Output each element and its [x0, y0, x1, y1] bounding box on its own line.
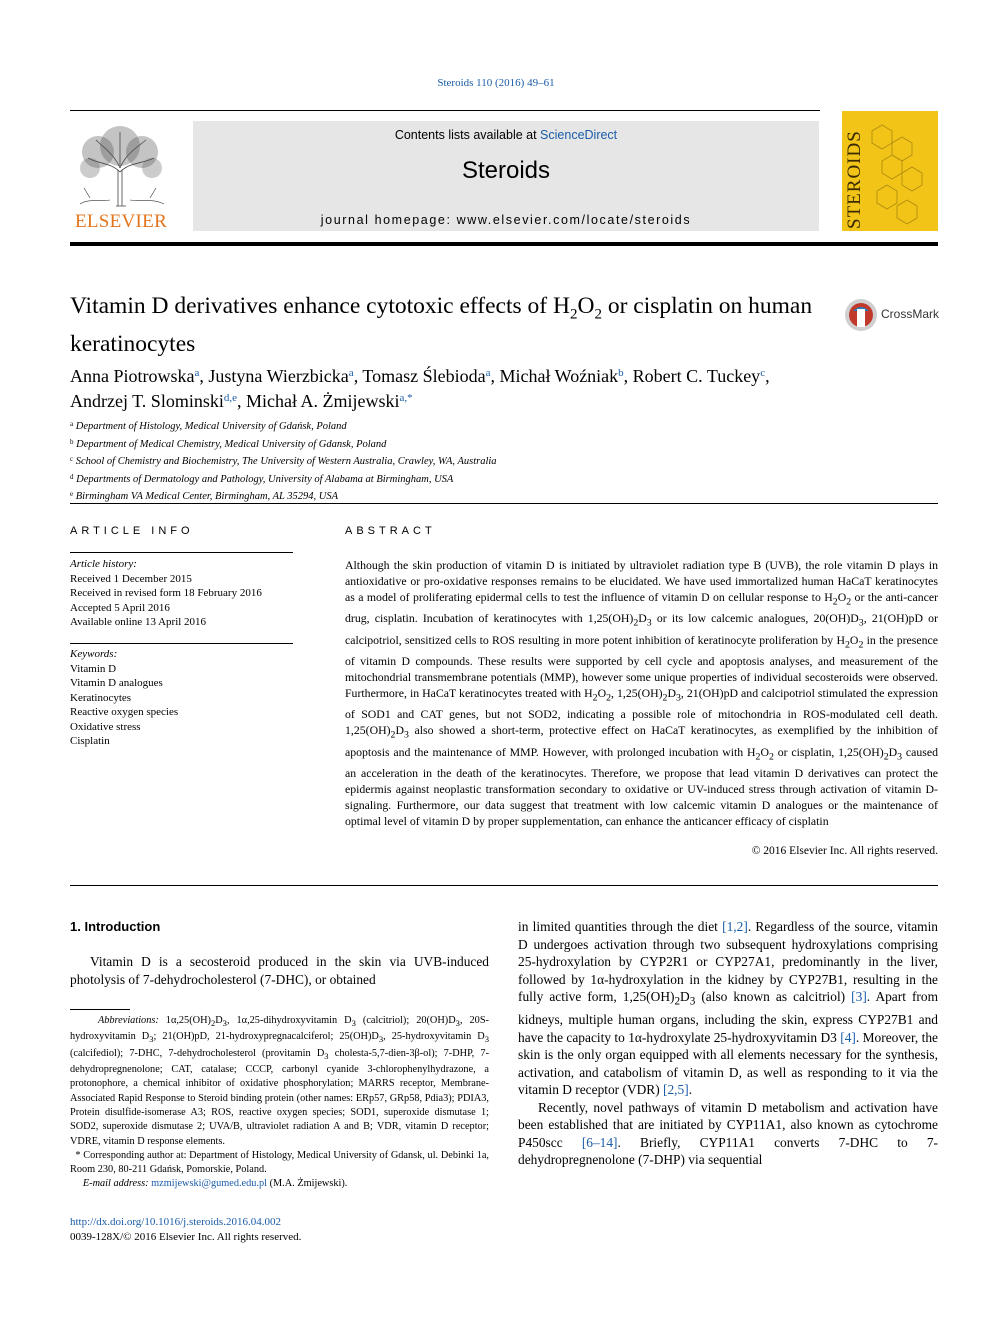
author-name[interactable]: Michał A. Żmijewski	[245, 391, 400, 411]
homepage-prefix: journal homepage:	[320, 213, 457, 227]
corresponding-author-footnote: * Corresponding author at: Department of Histology, Medical University of Gdansk, ul. Debinki 1a, Room 230, 80-211 Gdańsk, Pomorskie, Poland.	[70, 1149, 489, 1176]
author-name[interactable]: Tomasz Ślebioda	[362, 366, 486, 386]
keyword-item: Reactive oxygen species	[70, 706, 179, 718]
author-affil-sup[interactable]: c	[760, 367, 766, 379]
affiliation-item: $^d$ Departments of Dermatology and Pathology, University of Alabama at Birmingham, USA	[70, 472, 454, 485]
introduction-heading: 1. Introduction	[70, 919, 161, 934]
masthead-top-rule	[70, 110, 820, 111]
affiliation-item: $^b$ Department of Medical Chemistry, Medical University of Gdansk, Poland	[70, 437, 387, 450]
doi-link[interactable]: http://dx.doi.org/10.1016/j.steroids.2016.04.002	[70, 1216, 281, 1228]
abstract-divider	[70, 885, 938, 886]
keyword-item: Oxidative stress	[70, 720, 141, 733]
article-history	[70, 557, 294, 630]
author-affil-sup[interactable]: a	[485, 367, 491, 379]
affiliation-item: $^c$ School of Chemistry and Biochemistry, The University of Western Australia, Crawley, WA, Australia	[70, 455, 497, 467]
reference-link[interactable]: [1,2]	[722, 919, 748, 934]
history-item: Received 1 December 2015	[70, 572, 192, 585]
author-name[interactable]: Robert C. Tuckey	[632, 366, 761, 386]
affiliation-item: $^a$ Department of Histology, Medical University of Gdańsk, Poland	[70, 420, 347, 432]
author-affil-sup[interactable]: b	[618, 367, 624, 379]
journal-homepage-line	[193, 213, 819, 227]
author-affil-sup[interactable]: a,*	[399, 392, 413, 404]
footnotes	[70, 1014, 489, 1192]
copyright-notice: © 2016 Elsevier Inc. All rights reserved.	[751, 845, 938, 857]
keywords-rule	[70, 643, 293, 644]
author-name[interactable]: Michał Woźniak	[499, 366, 619, 386]
masthead-bottom-rule	[70, 242, 938, 246]
history-item: Received in revised form 18 February 2016	[70, 587, 262, 599]
author-affil-sup[interactable]: a	[194, 367, 200, 379]
journal-title: Steroids	[461, 157, 551, 184]
keyword-item: Cisplatin	[70, 735, 110, 747]
article-info-rule	[70, 552, 293, 553]
keywords-label: Keywords:	[70, 648, 118, 660]
author-name[interactable]: Anna Piotrowska	[70, 366, 195, 386]
journal-cover-image[interactable]	[842, 111, 938, 231]
cover-title: STEROIDS	[844, 130, 865, 229]
keyword-item: Vitamin D	[70, 662, 117, 675]
abbreviations-footnote: Abbreviations: $1\alpha,25(OH)_2D_3$, 1α,25-dihydroxyvitamin $D_3$ (calcitriol); $20(OH)D_3$, 20S-hydroxyvitamin $D_3$; 21(OH)pD, 21-hydroxypregnacalciferol; $25(OH)D_3$, 25-hydroxyvitamin $D_3$ (calcifediol); 7-DHC, 7-dehydrocholesterol (provitamin $D_3$ cholesta-5,7-dien-3β-ol); 7-DHP, 7-dehydropregnenolone; CAT, catalase; CCCP, carbonyl cyanide 3-chlorophenylhydrazone, a protonophore, a chemical inhibitor of oxidative phosphorylation; MARRS receptor, Membrane-Associated Rapid Response to Steroid binding protein (other names: ERp57, GRp58, Pdia3); PDIA3, Protein disulfide-isomerase A3; ROS, reactive oxygen species; SOD1, superoxide dismutase 1; SOD2, superoxide dismutase 2; UVA/B, ultraviolet radiation A and B; VDR, vitamin D receptor; VDRE, vitamin D response elements.	[70, 1015, 489, 1147]
sciencedirect-link[interactable]: ScienceDirect	[540, 128, 618, 142]
author-list: Anna Piotrowska$^a$, Justyna Wierzbicka$^a$, Tomasz Ślebioda$^a$, Michał Woźniak$^b$, Robert C. Tuckey$^c$, Andrzej T. Slominski$^{d,e}$, Michał A. Żmijewski$^{a,*}$	[70, 366, 770, 411]
reference-link[interactable]: [2,5]	[663, 1082, 689, 1098]
author-affil-sup[interactable]: d,e	[223, 392, 237, 404]
elsevier-wordmark: ELSEVIER	[74, 211, 168, 232]
footnote-rule	[70, 1009, 130, 1010]
article-title: Vitamin D derivatives enhance cytotoxic effects of $H_2O_2$ or cisplatin on human keratinocytes	[70, 293, 813, 357]
crossmark-label: CrossMark	[881, 307, 940, 321]
journal-citation-link[interactable]: Steroids 110 (2016) 49–61	[437, 77, 555, 89]
abstract-body: Although the skin production of vitamin D is initiated by ultraviolet radiation type B (UVB), the role vitamin D plays in antioxidative or pro-oxidative responses remains to be elucidated. We have used immortalized human HaCaT keratinocytes as a model of proliferating epidermal cells to test the influence of vitamin D on cellular response to $H_2O_2$ or the anti-cancer drug, cisplatin. Incubation of keratinocytes with $1,25(OH)_2D_3$ or its low calcemic analogues, $20(OH)D_3$, 21(OH)pD or calcipotriol, sensitized cells to ROS resulting in more potent inhibition of keratinocyte proliferation by $H_2O_2$ in the presence of vitamin D compounds. These results were supported by cell cycle and apoptosis analyses, and measurement of the mitochondrial transmembrane potentials (MMP), however some unique properties of individual secosteroids were observed. Furthermore, in HaCaT keratinocytes treated with $H_2O_2$, $1,25(OH)_2D_3$, 21(OH)pD and calcipotriol stimulated the expression of SOD1 and CAT genes, but not SOD2, indicating a possible role of mitochondria in ROS-modulated cell death. $1,25(OH)_2D_3$ also showed a short-term, protective effect on HaCaT keratinocytes, as exemplified by the inhibition of apoptosis and the maintenance of MMP. However, with prolonged incubation with $H_2O_2$ or cisplatin, $1,25(OH)_2D_3$ caused an acceleration in the death of the keratinocytes. Therefore, we propose that lead vitamin D derivatives can protect the epidermis against neoplastic transformation secondary to oxidative or UV-induced stress through activation of vitamin D-signaling. Furthermore, our data suggest that treatment with low calcemic vitamin D analogues or the maintenance of optimal level of vitamin D by proper supplementation, can enhance the anticancer efficacy of cisplatin	[345, 558, 939, 829]
author-name[interactable]: Justyna Wierzbicka	[208, 366, 349, 386]
journal-homepage-link[interactable]: www.elsevier.com/locate/steroids	[456, 213, 692, 227]
author-name[interactable]: Andrzej T. Slominski	[70, 391, 224, 411]
keyword-item: Keratinocytes	[70, 691, 132, 704]
affiliation-item: $^e$ Birmingham VA Medical Center, Birmingham, AL 35294, USA	[70, 490, 339, 502]
reference-link[interactable]: [6–14]	[581, 1134, 618, 1150]
intro-paragraph-right: in limited quantities through the diet [1,2]. Regardless of the source, vitamin D undergoes activation through two subsequent hydroxylations comprising 25-hydroxylation by CYP2R1 or CYP27A1, predominantly in the liver, followed by 1α-hydroxylation in the kidney by CYP27B1, resulting in the fully active form, $1,25(OH)_2D_3$ (also known as calcitriol) [3]. Apart from kidneys, multiple human organs, including the skin, express CYP27B1 and have the capacity to 1α-hydroxylate 25-hydroxyvitamin D3 [4]. Moreover, the skin is the only organ equipped with all elements necessary for the synthesis, activation, and catabolism of vitamin D, as well as responding to it via the vitamin D receptor (VDR) [2,5]. Recently, novel pathways of vitamin D metabolism and activation have been established that are initiated by CYP11A1, also known as cytochrome P450scc [6–14]. Briefly, CYP11A1 converts 7-DHC to 7-dehydropregnenolone (7-DHP) via sequential	[518, 919, 939, 1168]
keyword-item: Vitamin D analogues	[70, 677, 163, 689]
contents-available-line	[193, 128, 819, 142]
crossmark-button[interactable]	[843, 297, 943, 335]
crossmark-icon	[843, 297, 879, 333]
affiliation-list	[70, 417, 938, 505]
header-divider	[70, 503, 938, 504]
email-footnote: E-mail address: mzmijewski@gumed.edu.pl (M.A. Żmijewski).	[82, 1178, 348, 1190]
history-item: Accepted 5 April 2016	[70, 601, 170, 614]
contents-prefix: Contents lists available at	[394, 128, 541, 142]
article-info-heading: ARTICLE INFO	[70, 525, 194, 537]
author-affil-sup[interactable]: a	[348, 367, 354, 379]
abstract-heading: ABSTRACT	[345, 525, 436, 537]
author-email-link[interactable]: mzmijewski@gumed.edu.pl	[151, 1178, 268, 1190]
reference-link[interactable]: [3]	[851, 989, 867, 1004]
intro-paragraph-left: Vitamin D is a secosteroid produced in the skin via UVB-induced photolysis of 7-dehydrocholesterol (7-DHC), or obtained	[70, 954, 489, 987]
reference-link[interactable]: [4]	[840, 1029, 856, 1045]
keyword-list	[70, 647, 294, 749]
journal-banner	[193, 121, 819, 231]
issn-copyright: 0039-128X/© 2016 Elsevier Inc. All rights reserved.	[70, 1231, 302, 1243]
history-label: Article history:	[70, 558, 137, 570]
history-item: Available online 13 April 2016	[70, 616, 207, 628]
